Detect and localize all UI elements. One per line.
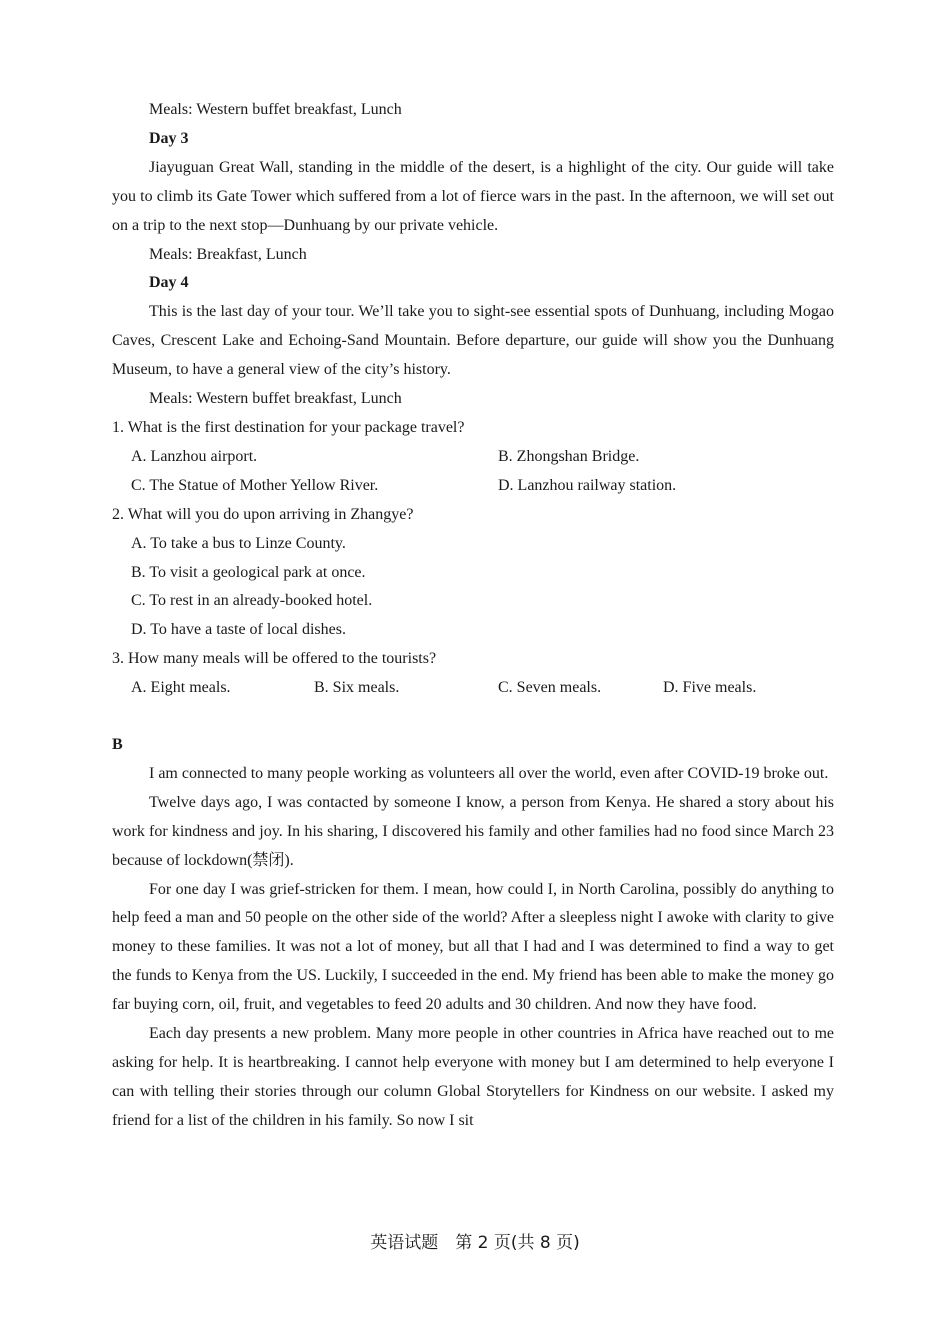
question-2-option-a: A. To take a bus to Linze County. — [131, 534, 346, 552]
day4-text: This is the last day of your tour. We’ll take you to sight-see essential spots of Dunhuang, including Mogao Caves, Crescent Lake and Echoing-Sand Mountain. Before departure, our guide will show you the Dunhuang Museum, to have a general view of the city’s history. — [112, 303, 834, 379]
passage-b-paragraph-4: Each day presents a new problem. Many more people in other countries in Africa have reached out to me asking for help. It is heartbreaking. I cannot help everyone with money but I am determined to help everyone I can with telling their stories through our column Global Storytellers for Kindness on our website. I asked my friend for a list of the children in his family. So now I sit — [112, 1025, 834, 1129]
question-1-option-c: C. The Statue of Mother Yellow River. — [131, 476, 379, 494]
question-3-option-d: D. Five meals. — [663, 679, 757, 697]
question-1-stem: 1. What is the first destination for your package travel? — [112, 418, 465, 436]
question-1-option-d: D. Lanzhou railway station. — [498, 476, 677, 494]
passage-b-paragraph-2: Twelve days ago, I was contacted by someone I know, a person from Kenya. He shared a story about his work for kindness and joy. In his sharing, I discovered his family and other families had no food since March 23 because of lockdown(禁闭). — [112, 793, 834, 869]
exam-page — [112, 96, 834, 1136]
question-3-stem: 3. How many meals will be offered to the tourists? — [112, 650, 437, 668]
question-3-option-b: B. Six meals. — [314, 679, 400, 697]
day3-meals: Meals: Breakfast, Lunch — [149, 245, 307, 263]
passage-b-paragraph-3: For one day I was grief-stricken for them. I mean, how could I, in North Carolina, possibly do anything to help feed a man and 50 people on the other side of the world? After a sleepless night I awoke with clarity to give money to these families. It was not a lot of money, but all that I had and I was determined to find a way to get the funds to Kenya from the US. Luckily, I succeeded in the end. My friend has been able to make the money go far buying corn, oil, fruit, and vegetables to feed 20 adults and 30 children. And now they have food. — [112, 880, 834, 1014]
question-2-stem: 2. What will you do upon arriving in Zhangye? — [112, 505, 414, 523]
question-1-option-a: A. Lanzhou airport. — [131, 447, 258, 465]
question-1-options-row-1 — [112, 443, 834, 472]
question-2-option-c: C. To rest in an already-booked hotel. — [131, 592, 373, 610]
question-2-option-d: D. To have a taste of local dishes. — [131, 621, 346, 639]
question-1-option-b: B. Zhongshan Bridge. — [498, 447, 640, 465]
passage-b-title: B — [112, 736, 123, 754]
day3-heading: Day 3 — [149, 129, 189, 147]
day4-meals: Meals: Western buffet breakfast, Lunch — [149, 390, 402, 408]
day4-heading: Day 4 — [149, 274, 189, 292]
passage-b-paragraph-1: I am connected to many people working as volunteers all over the world, even after COVID-19 broke out. — [149, 764, 829, 782]
day2-meals: Meals: Western buffet breakfast, Lunch — [149, 101, 402, 118]
question-3-option-a: A. Eight meals. — [131, 679, 231, 697]
question-3-option-c: C. Seven meals. — [498, 679, 602, 697]
question-2-option-b: B. To visit a geological park at once. — [131, 563, 366, 581]
question-3-options-row — [112, 674, 834, 703]
day3-text: Jiayuguan Great Wall, standing in the middle of the desert, is a highlight of the city. Our guide will take you to climb its Gate Tower which suffered from a lot of fierce wars in the past. In the afternoon, we will set out on a trip to the next stop—Dunhuang by our private vehicle. — [112, 158, 834, 234]
question-1-options-row-2 — [112, 472, 834, 501]
page-footer: 英语试题 第 2 页(共 8 页) — [370, 1233, 580, 1253]
